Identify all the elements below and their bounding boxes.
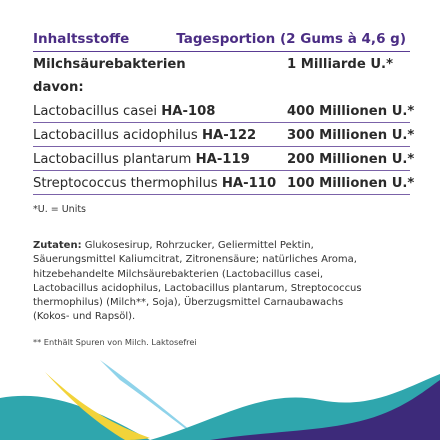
table-row-strain bbox=[33, 124, 415, 146]
strain-code: HA-119 bbox=[195, 152, 250, 167]
row-divider bbox=[33, 194, 410, 195]
table-row-davon bbox=[33, 76, 410, 98]
table-row-strain bbox=[33, 100, 415, 122]
row-divider bbox=[33, 122, 410, 123]
strain-code: HA-108 bbox=[161, 104, 216, 119]
strain-amount: 200 Millionen U.* bbox=[287, 152, 415, 167]
decorative-wave-graphic bbox=[0, 360, 440, 440]
table-row-lactic-bacteria bbox=[33, 53, 410, 75]
strain-name: Lactobacillus acidophilus bbox=[33, 128, 198, 143]
row-divider bbox=[33, 170, 410, 171]
header-divider bbox=[33, 51, 410, 52]
strain-name: Lactobacillus casei bbox=[33, 104, 158, 119]
strain-amount: 100 Millionen U.* bbox=[287, 176, 415, 191]
row-sub-label: davon: bbox=[33, 80, 84, 95]
table-row-strain bbox=[33, 172, 415, 194]
table-row-strain bbox=[33, 148, 415, 170]
strain-name: Lactobacillus plantarum bbox=[33, 152, 192, 167]
header-ingredients-label: Inhaltsstoffe bbox=[33, 31, 130, 47]
table-header bbox=[33, 28, 406, 50]
ingredients-label: Zutaten: bbox=[33, 240, 82, 251]
ingredients-text: Glukosesirup, Rohrzucker, Geliermittel Pektin, Säuerungsmittel Kaliumcitrat, Zitronensäure; natürliches Aroma, hitzebehandelte Milchsäurebakterien (Lactobacillus casei, Lactobacillus acidophilus, Lactobacillus plantarum, Streptococcus thermophilus) (Milch**, Soja), Überzugsmittel Carnaubawachs (Kokos- und Rapsöl). bbox=[33, 240, 362, 323]
strain-amount: 300 Millionen U.* bbox=[287, 128, 415, 143]
units-footnote: *U. = Units bbox=[33, 204, 87, 215]
allergen-note: ** Enthält Spuren von Milch. Laktosefrei bbox=[33, 337, 197, 347]
row-label: Milchsäurebakterien bbox=[33, 57, 186, 72]
strain-code: HA-110 bbox=[221, 176, 277, 191]
strain-name: Streptococcus thermophilus bbox=[33, 176, 218, 191]
row-divider bbox=[33, 146, 410, 147]
strain-code: HA-122 bbox=[201, 128, 257, 143]
strain-amount: 400 Millionen U.* bbox=[287, 104, 415, 119]
ingredients-block bbox=[33, 239, 378, 325]
header-daily-portion-label: Tagesportion (2 Gums à 4,6 g) bbox=[176, 31, 406, 47]
row-value: 1 Milliarde U.* bbox=[287, 57, 393, 72]
